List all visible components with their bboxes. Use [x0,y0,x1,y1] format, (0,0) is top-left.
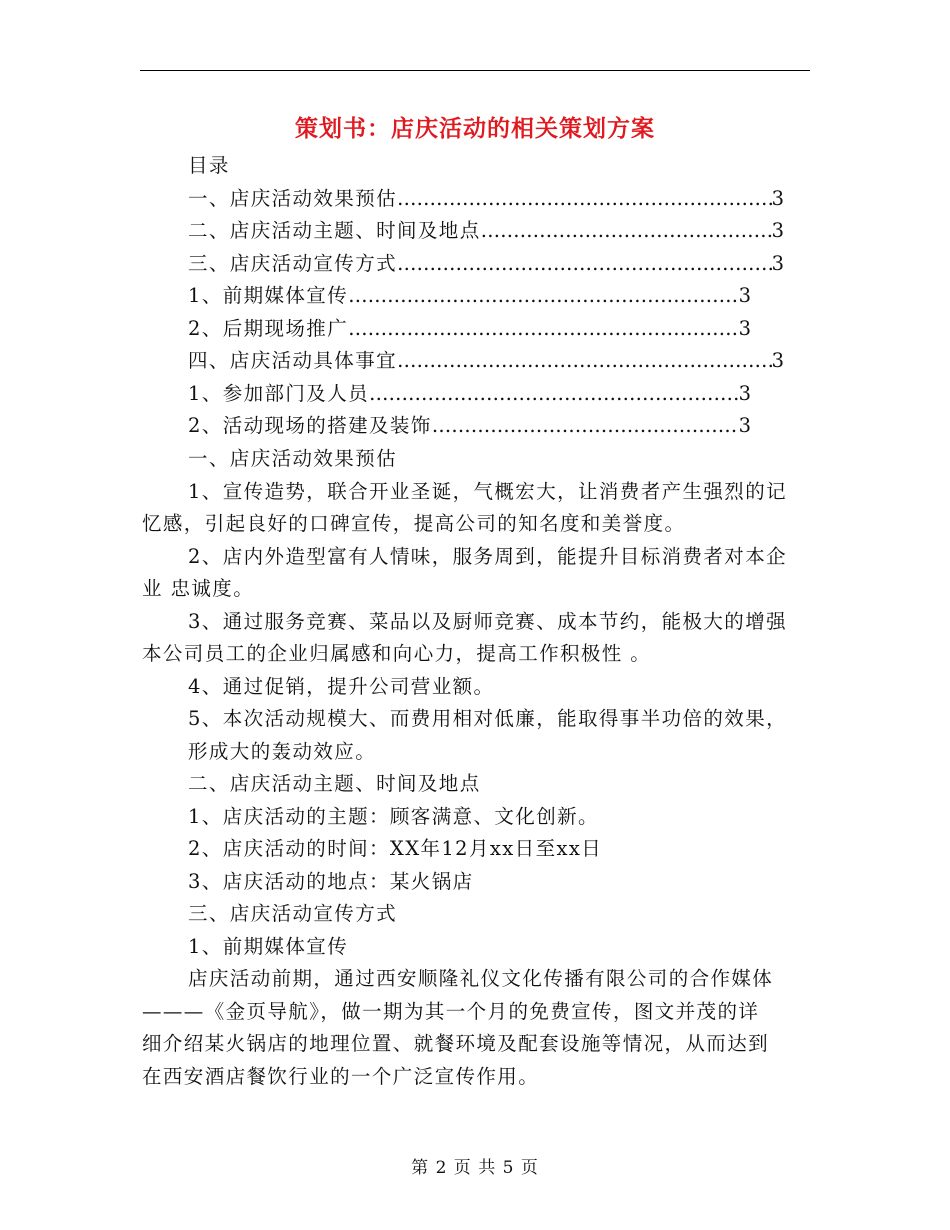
page-footer: 第 2 页 共 5 页 [411,1158,539,1178]
paragraph-line: 2、店内外造型富有人情味，服务周到，能提升目标消费者对本企 [188,545,788,568]
list-item: 3、店庆活动的地点：某火锅店 [188,870,474,893]
toc-leader [432,413,739,439]
paragraph-line: 4、通过促销，提升公司营业额。 [188,675,495,698]
toc-item-label: 三、店庆活动宣传方式 [188,252,398,275]
toc-item[interactable] [188,348,784,374]
toc-leader [397,348,772,374]
toc-item[interactable] [188,283,751,309]
toc-item-label: 2、后期现场推广 [188,317,349,340]
toc-item-page: 3 [771,252,784,275]
toc-item-page: 3 [738,284,751,307]
subsection-heading: 1、前期媒体宣传 [188,935,349,958]
paragraph-line: 形成大的轰动效应。 [188,740,377,763]
toc-item[interactable] [188,316,751,342]
section-heading: 三、店庆活动宣传方式 [188,902,398,925]
toc-leader [348,316,738,342]
paragraph-line: 本公司员工的企业归属感和向心力，提高工作积极性 。 [142,642,652,665]
toc-item-page: 3 [771,187,784,210]
toc-leader [369,381,739,407]
paragraph-line: 在西安酒店餐饮行业的一个广泛宣传作用。 [142,1065,540,1088]
toc-item[interactable] [188,381,751,407]
paragraph-line: 1、宣传造势，联合开业圣诞，气概宏大，让消费者产生强烈的记 [188,480,788,503]
list-item: 2、店庆活动的时间：XX年12月xx日至xx日 [188,837,603,860]
toc-leader [397,251,772,277]
section-heading: 二、店庆活动主题、时间及地点 [188,772,481,795]
toc-item[interactable] [188,413,751,439]
toc-leader [397,186,772,212]
toc-leader [348,283,738,309]
toc-item-page: 3 [738,382,751,405]
toc-item-page: 3 [771,219,784,242]
paragraph-line: ———《金页导航》，做一期为其一个月的免费宣传，图文并茂的详 [142,1000,760,1023]
toc-item-label: 一、店庆活动效果预估 [188,187,398,210]
toc-item[interactable] [188,218,784,244]
toc-item-label: 1、参加部门及人员 [188,382,370,405]
paragraph-line: 细介绍某火锅店的地理位置、就餐环境及配套设施等情况，从而达到 [142,1032,770,1055]
paragraph-line: 业 忠诚度。 [142,577,255,600]
header-rule [140,70,810,71]
document-title: 策划书：店庆活动的相关策划方案 [295,115,655,142]
toc-item[interactable] [188,186,784,212]
paragraph-line: 忆感，引起良好的口碑宣传，提高公司的知名度和美誉度。 [142,512,686,535]
list-item: 1、店庆活动的主题：顾客满意、文化创新。 [188,805,599,828]
paragraph-line: 5、本次活动规模大、而费用相对低廉，能取得事半功倍的效果， [188,707,788,730]
toc-leader [481,218,772,244]
toc-item-label: 二、店庆活动主题、时间及地点 [188,219,481,242]
paragraph-line: 店庆活动前期，通过西安顺隆礼仪文化传播有限公司的合作媒体 [188,967,774,990]
toc-item-page: 3 [771,349,784,372]
toc-item-label: 2、活动现场的搭建及装饰 [188,414,432,437]
toc-heading: 目录 [188,154,230,177]
paragraph-line: 3、通过服务竞赛、菜品以及厨师竞赛、成本节约，能极大的增强 [188,610,788,633]
toc-item-page: 3 [738,317,751,340]
toc-item[interactable] [188,251,784,277]
toc-item-label: 四、店庆活动具体事宜 [188,349,398,372]
section-heading: 一、店庆活动效果预估 [188,447,398,470]
toc-item-label: 1、前期媒体宣传 [188,284,349,307]
toc-item-page: 3 [738,414,751,437]
